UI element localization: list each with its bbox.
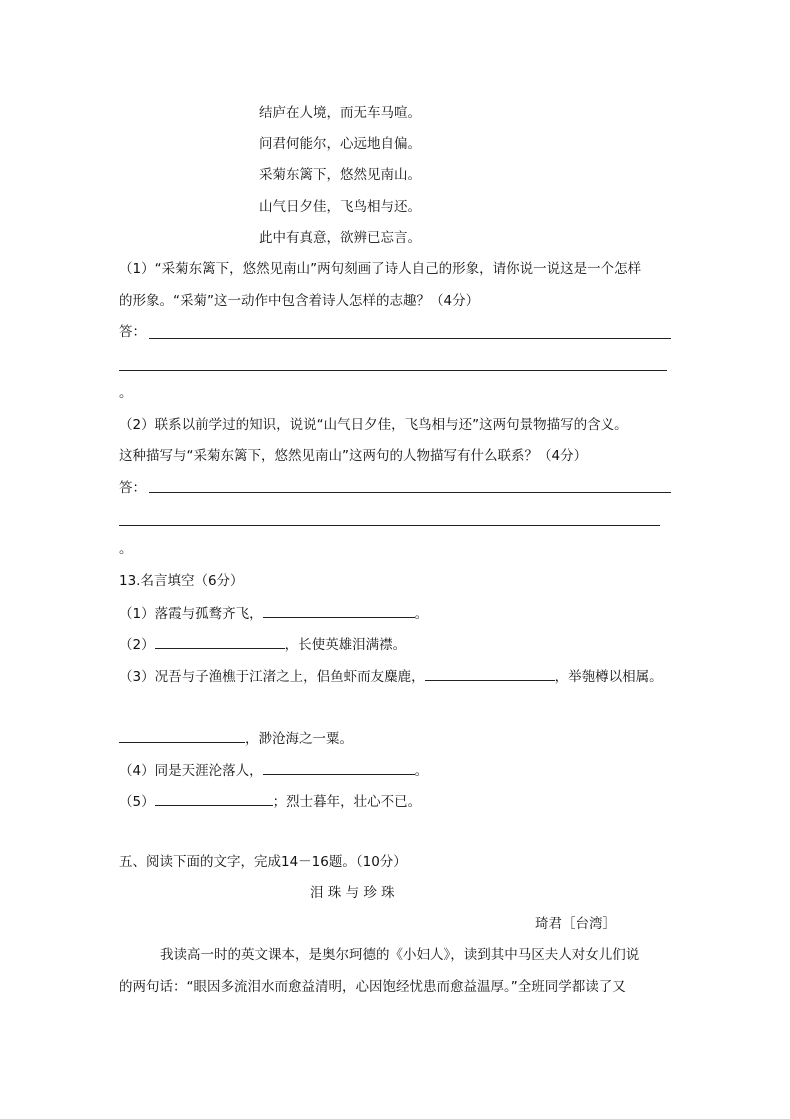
q13-item-2 [119,634,406,654]
q13-item-2-blank[interactable] [155,634,285,649]
q13-item-4 [119,760,428,780]
q13-item-5 [119,791,421,811]
q1-answer-line-1[interactable] [149,338,671,339]
q13-item-2-suffix: ，长使英雄泪满襟。 [284,637,407,653]
q13-item-3-prefix: （3）况吾与子渔樵于江渚之上，侣鱼虾而友麋鹿， [119,669,425,685]
article-paragraph-1-line-1: 我读高一时的英文课本，是奥尔珂德的《小妇人》，读到其中马区夫人对女儿们说 [160,947,640,963]
q13-item-5-suffix: ；烈士暮年，壮心不已。 [272,794,422,810]
q1-text-line-1: （1）“采菊东篱下，悠然见南山”两句刻画了诗人自己的形象，请你说一说这是一个怎样 [119,261,642,277]
q13-item-4-blank[interactable] [263,760,415,775]
q13-item-3-blank-2[interactable] [119,728,245,743]
q13-item-4-prefix: （4）同是天涯沦落人， [119,763,263,779]
q2-answer-label: 答： [119,480,146,496]
article-author: 琦君［台湾］ [535,916,616,932]
q2-answer-line-1[interactable] [149,492,671,493]
q13-item-3 [119,666,663,686]
article-title: 泪 珠 与 珍 珠 [310,885,395,901]
q13-item-5-blank[interactable] [155,791,273,806]
q13-item-1 [119,603,428,623]
q13-item-1-suffix: 。 [414,606,429,622]
q1-text-line-2: 的形象。“采菊”这一动作中包含着诗人怎样的志趣？（4分） [119,293,480,309]
q13-item-3-continued-suffix: ，渺沧海之一粟。 [245,731,353,747]
poem-line-5: 此中有真意，欲辨已忘言。 [259,230,421,246]
q13-item-2-prefix: （2） [119,637,155,653]
q2-text-line-2: 这种描写与“采菊东篱下，悠然见南山”这两句的人物描写有什么联系？（4分） [119,448,588,464]
q13-title: 13.名言填空（6分） [119,573,244,589]
q13-item-1-prefix: （1）落霞与孤鹜齐飞， [119,606,263,622]
q13-item-1-blank[interactable] [263,603,415,618]
poem-line-1: 结庐在人境，而无车马喧。 [259,105,421,121]
q13-item-3-continued [119,728,353,748]
q1-end-mark: 。 [119,385,133,401]
q1-answer-label: 答： [119,324,146,340]
poem-line-2: 问君何能尔，心远地自偏。 [259,136,421,152]
q13-item-3-blank-1[interactable] [425,666,555,681]
q13-item-5-prefix: （5） [119,794,155,810]
q1-answer-line-2[interactable] [119,370,667,371]
article-paragraph-1-line-2: 的两句话：“眼因多流泪水而愈益清明，心因饱经忧患而愈益温厚。”全班同学都读了又 [119,979,626,995]
q2-end-mark: 。 [119,541,133,557]
q13-item-3-suffix: ，举匏樽以相属。 [554,669,663,685]
section5-heading: 五、阅读下面的文字，完成14－16题。（10分） [119,854,407,870]
q2-answer-line-2[interactable] [119,525,660,526]
poem-line-3: 采菊东篱下，悠然见南山。 [259,167,421,183]
poem-line-4: 山气日夕佳，飞鸟相与还。 [259,199,421,215]
q2-text-line-1: （2）联系以前学过的知识，说说“山气日夕佳，飞鸟相与还”这两句景物描写的含义。 [119,417,628,433]
q13-item-4-suffix: 。 [414,763,429,779]
